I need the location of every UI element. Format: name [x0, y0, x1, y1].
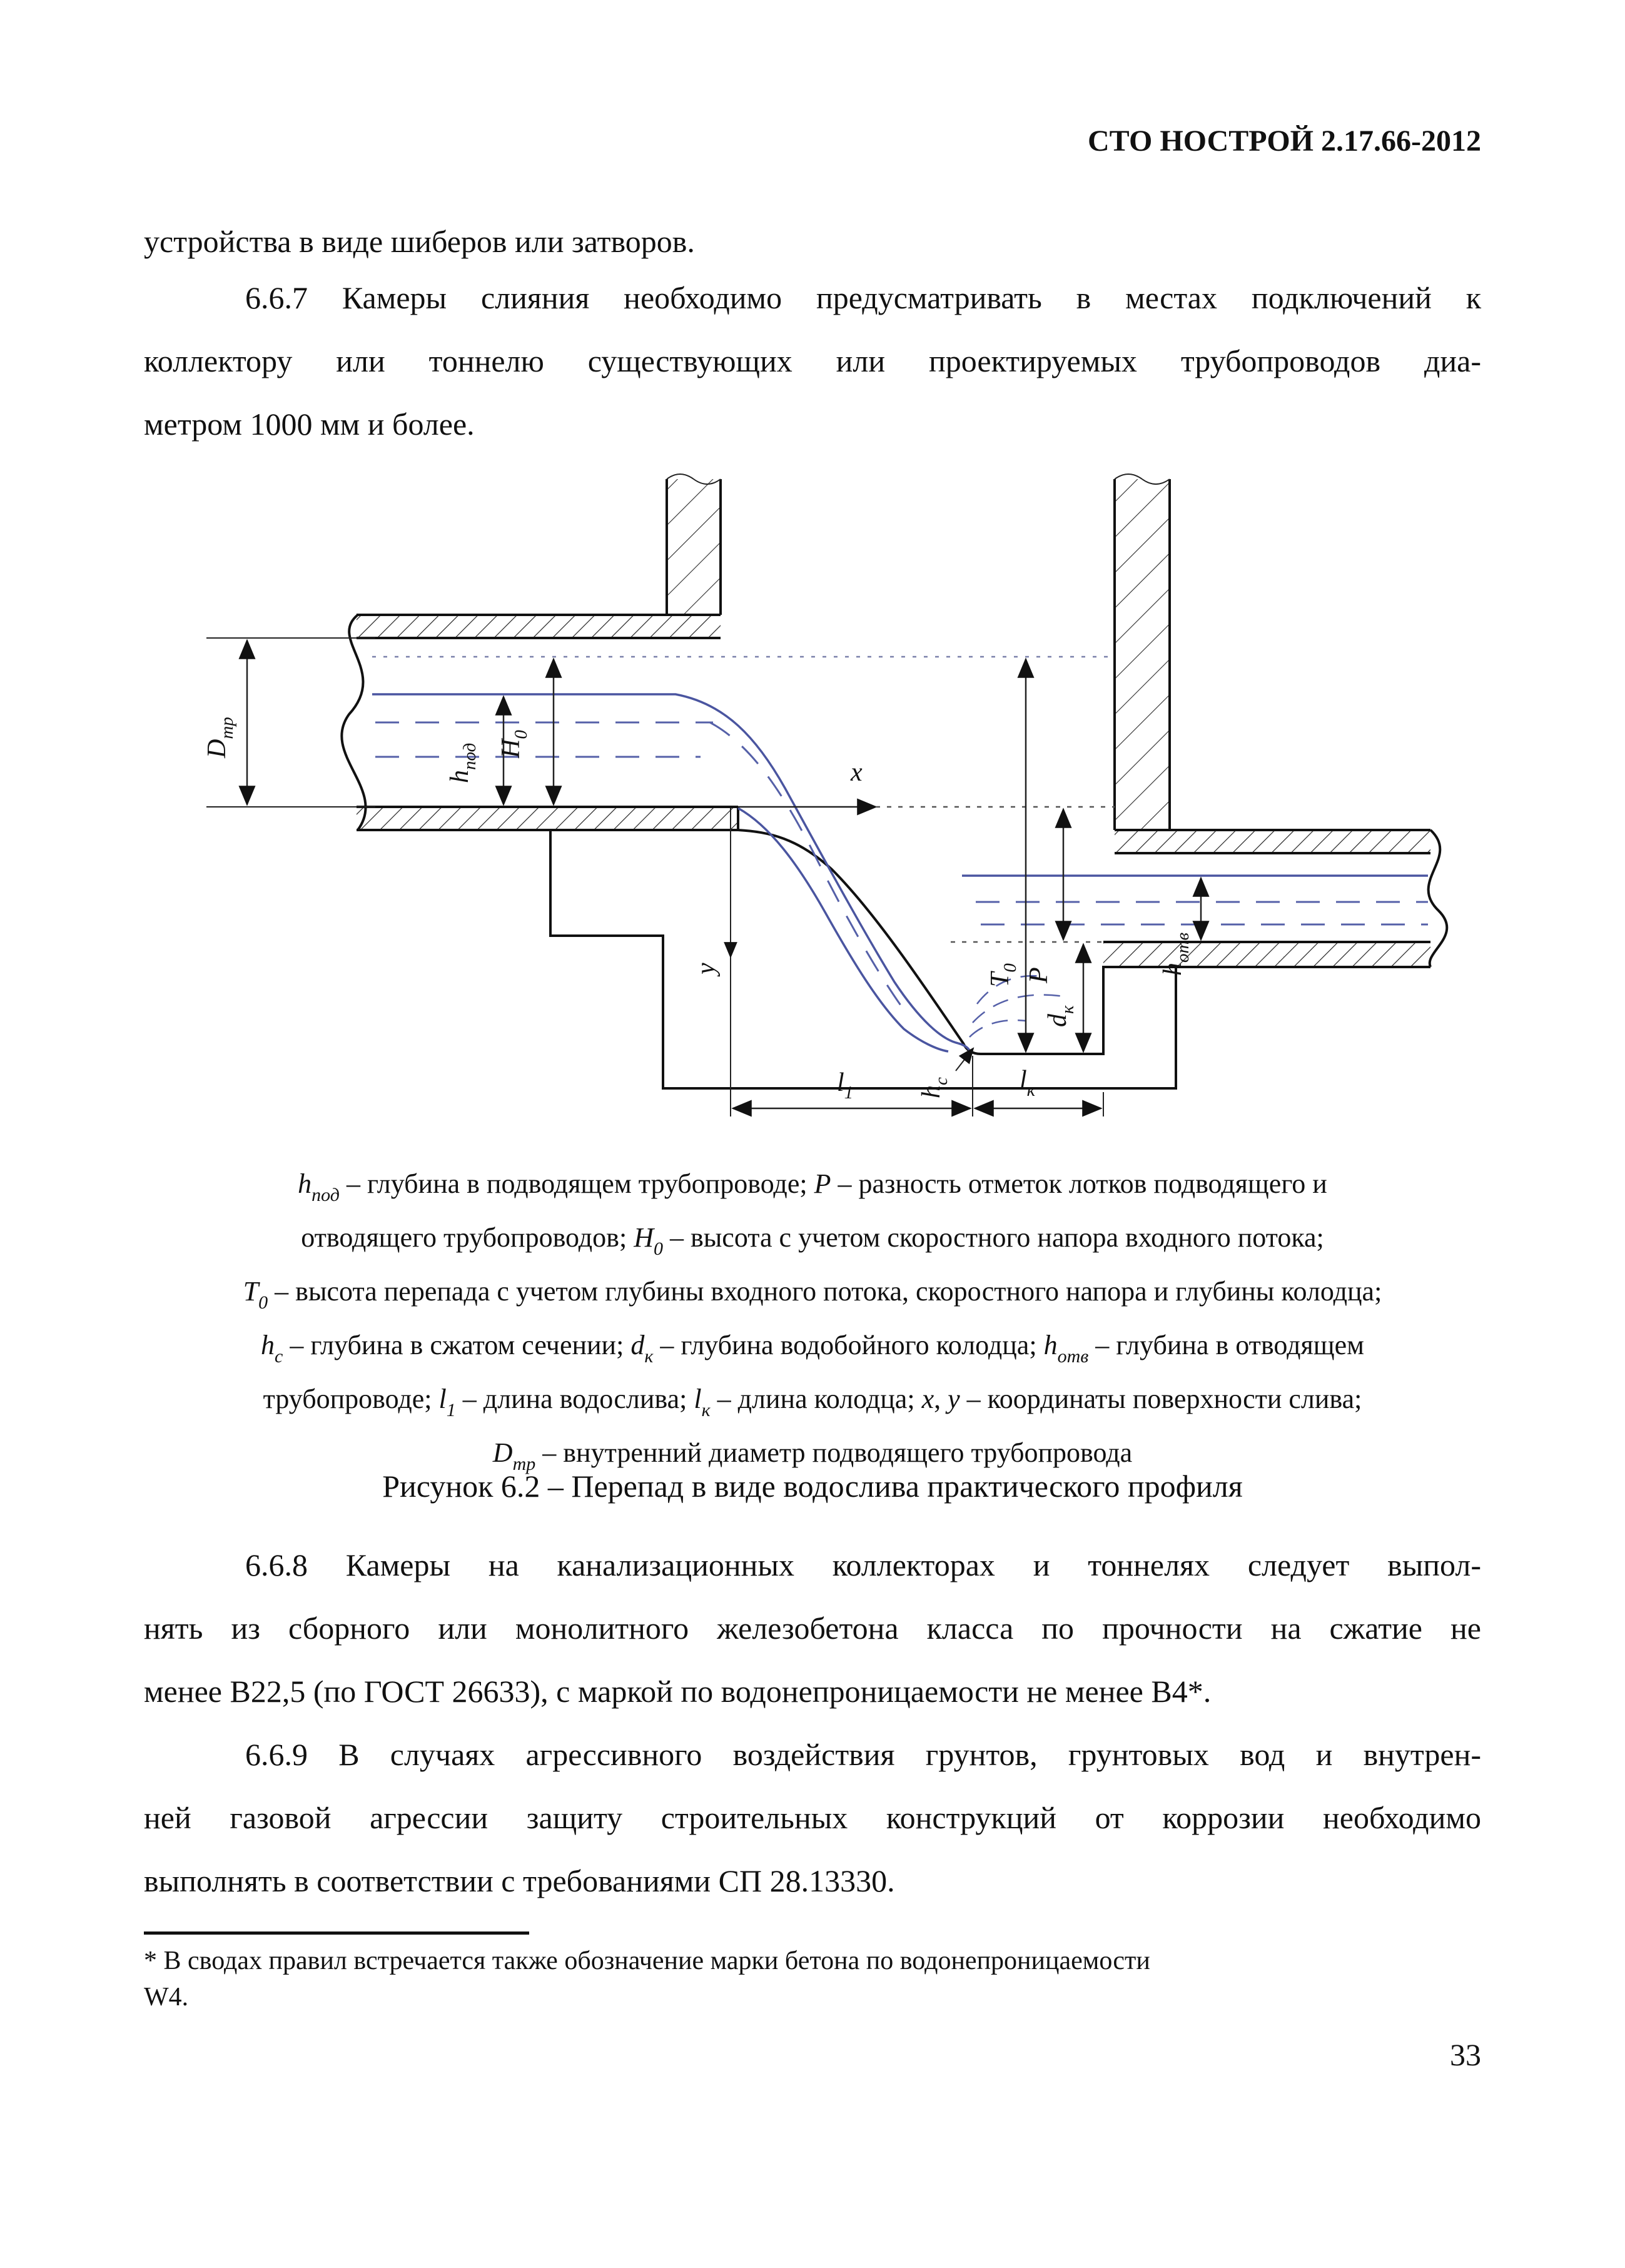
label-d-tr: $D_{тр}$ [203, 717, 237, 758]
concrete-mass [550, 830, 1176, 1088]
label-lk: $l_к$ [1020, 1066, 1036, 1100]
leader-h-c [956, 1048, 973, 1071]
text-line: 6.6.7 Камеры слияния необходимо предусматривать в местах подключений к [245, 280, 1481, 315]
footnote [144, 1943, 1481, 2015]
label-x: x [851, 758, 863, 787]
inlet-pipe-broken-end [342, 615, 365, 830]
text-line: выполнять в соответствии с требованиями СП 28.13330. [144, 1863, 895, 1898]
chamber-wall-left [667, 474, 721, 615]
text-line: метром 1000 мм и более. [144, 407, 475, 442]
outlet-pipe [1103, 830, 1447, 967]
label-d-k: $d_к$ [1043, 1005, 1078, 1027]
paragraph-intro [144, 210, 1481, 273]
text-line: 6.6.8 Камеры на канализационных коллекторах и тоннелях следует выпол- [245, 1547, 1481, 1582]
label-p: P [1025, 967, 1053, 983]
label-y: y [692, 963, 721, 975]
legend-line: $D_{тр}$ – внутренний диаметр подводящего трубопровода [492, 1437, 1133, 1474]
legend-line: $T_0$ – высота перепада с учетом глубины входного потока, скоростного напора и глубины колодца; [243, 1276, 1382, 1313]
legend-line: $h_{под}$ – глубина в подводящем трубопроводе; P – разность отметок лотков подводящего и [298, 1168, 1327, 1205]
label-h-otv: $h_{отв}$ [1158, 932, 1193, 976]
chamber-wall-right [1115, 474, 1170, 830]
water-flow [372, 657, 1428, 1056]
label-h0: $H_0$ [497, 730, 531, 758]
jet-dashed-line [710, 722, 902, 1007]
text-line: * В сводах правил встречается также обозначение марки бетона по водонепроницаемости [144, 1947, 1150, 1975]
label-t0: $T_0$ [986, 963, 1020, 987]
footnote-separator [144, 1931, 529, 1935]
inlet-centerline-dashes [375, 722, 713, 757]
page-number: 33 [1450, 2037, 1481, 2072]
text-line: менее В22,5 (по ГОСТ 26633), с маркой по водонепроницаемости не менее В4*. [144, 1674, 1212, 1709]
legend-line: отводящего трубопроводов; $H_0$ – высота с учетом скоростного напора входного потока; [301, 1222, 1324, 1259]
text-line: нять из сборного или монолитного железобетона класса по прочности на сжатие не [144, 1611, 1481, 1646]
standard-number-header: СТО НОСТРОЙ 2.17.66-2012 [1087, 124, 1481, 158]
dimension-lines [206, 638, 1201, 1116]
nappe-lower-surface [738, 808, 948, 1051]
figure-legend [144, 1157, 1481, 1480]
legend-line: трубопроводе; $l_1$ – длина водослива; $l_к$ – длина колодца; x, y – координаты поверхности слива; [263, 1384, 1362, 1420]
text-line: ней газовой агрессии защиту строительных конструкций от коррозии необходимо [144, 1800, 1481, 1835]
label-l1: $l_1$ [837, 1068, 854, 1103]
figure-6-2-diagram [188, 438, 1476, 1138]
legend-line: $h_с$ – глубина в сжатом сечении; $d_к$ – глубина водобойного колодца; $h_{отв}$ – глубина в отводящем [261, 1330, 1364, 1367]
outlet-centerline-dashes [976, 902, 1428, 924]
paragraph-6-6-7 [144, 266, 1481, 456]
text-line: W4. [144, 1983, 189, 2012]
stilling-basin-eddies [969, 976, 1063, 1037]
outlet-pipe-broken-end [1429, 830, 1447, 967]
text-line: 6.6.9 В случаях агрессивного воздействия грунтов, грунтовых вод и внутрен- [245, 1737, 1481, 1772]
dimension-labels [203, 717, 1193, 1103]
label-h-pod: $h_{под}$ [445, 742, 480, 783]
paragraphs-6-6-8-and-6-6-9 [144, 1534, 1481, 1913]
text-line: устройства в виде шиберов или затворов. [144, 224, 695, 259]
figure-caption: Рисунок 6.2 – Перепад в виде водослива практического профиля [382, 1469, 1243, 1504]
label-h-c: $h_с$ [917, 1077, 951, 1098]
text-line: коллектору или тоннелю существующих или проектируемых трубопроводов диа- [144, 343, 1481, 378]
